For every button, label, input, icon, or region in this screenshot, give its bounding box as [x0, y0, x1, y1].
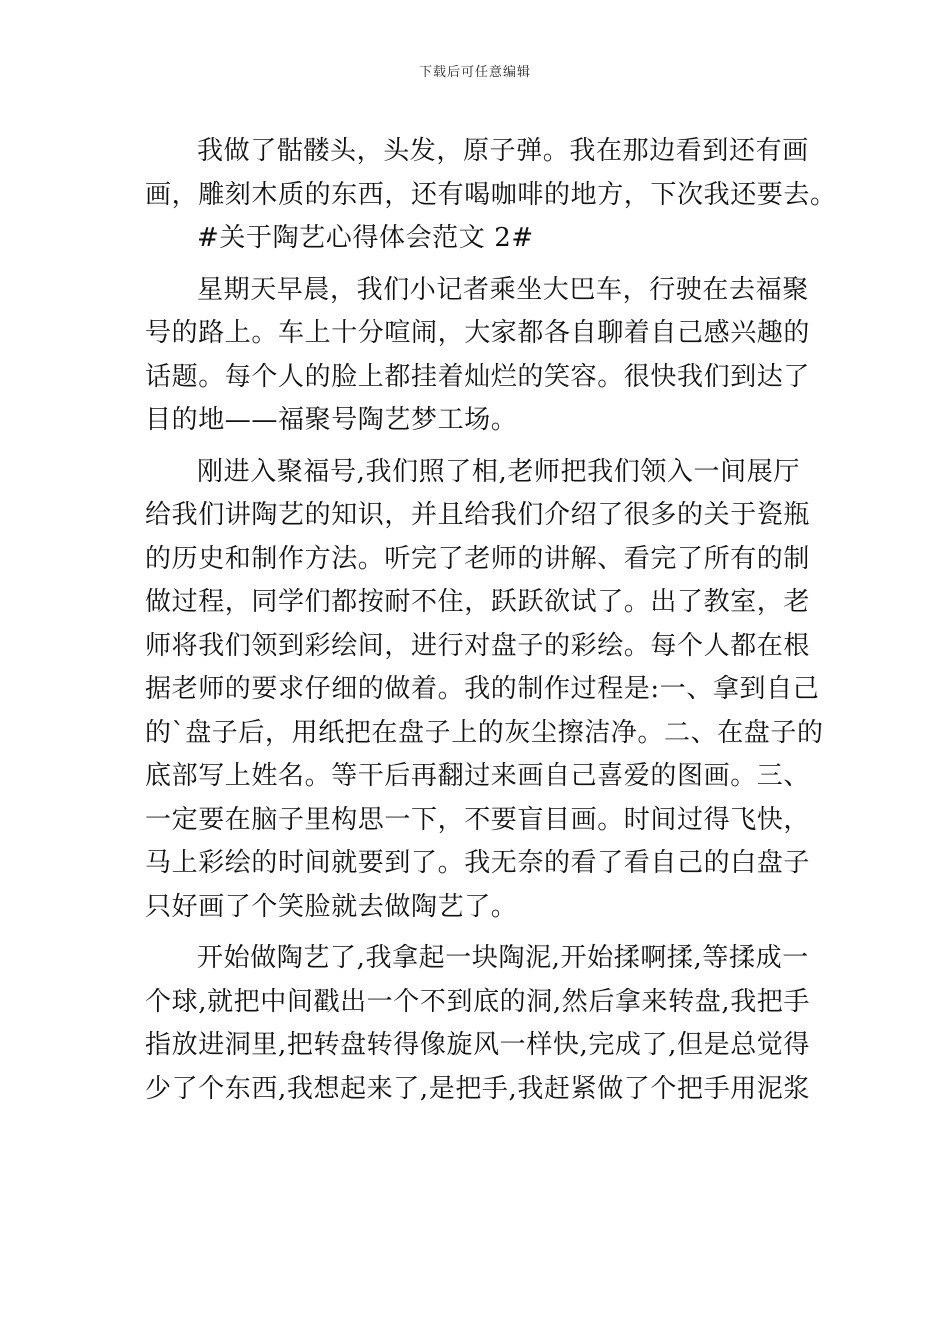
- text-line: 目的地——福聚号陶艺梦工场。: [145, 405, 518, 435]
- text-line: 画，雕刻木质的东西，还有喝咖啡的地方，下次我还要去。: [145, 179, 837, 210]
- text-line: 我做了骷髅头，头发，原子弹。我在那边看到还有画: [197, 136, 809, 166]
- text-line: 少了个东西,我想起来了,是把手,我赶紧做了个把手用泥浆: [145, 1073, 810, 1104]
- text-line: 号的路上。车上十分喧闹，大家都各自聊着自己感兴趣的: [145, 318, 811, 348]
- text-line: 星期天早晨，我们小记者乘坐大巴车，行驶在去福聚: [197, 274, 809, 305]
- text-line: 刚进入聚福号,我们照了相,老师把我们领入一间展厅: [197, 456, 800, 487]
- text-line: 开始做陶艺了,我拿起一块陶泥,开始揉啊揉,等揉成一: [197, 943, 809, 973]
- text-line: 底部写上姓名。等干后再翻过来画自己喜爱的图画。三、: [145, 761, 811, 791]
- text-line: 一定要在脑子里构思一下，不要盲目画。时间过得飞快，: [145, 804, 811, 835]
- paragraph-2: [145, 269, 811, 443]
- text-line: 做过程，同学们都按耐不住，跃跃欲试了。出了教室，老: [145, 587, 811, 617]
- paragraph-4: [145, 937, 810, 1111]
- text-line: 只好画了个笑脸就去做陶艺了。: [145, 891, 518, 922]
- text-line: 指放进洞里,把转盘转得像旋风一样快,完成了,但是总觉得: [145, 1030, 810, 1060]
- text-line: 马上彩绘的时间就要到了。我无奈的看了看自己的白盘子: [145, 848, 811, 878]
- text-line: 个球,就把中间戳出一个不到底的洞,然后拿来转盘,我把手: [145, 986, 810, 1017]
- text-line: 的`盘子后，用纸把在盘子上的灰尘擦洁净。二、在盘子的: [145, 717, 824, 748]
- text-line: 师将我们领到彩绘间，进行对盘子的彩绘。每个人都在根: [145, 630, 811, 661]
- section-heading: #关于陶艺心得体会范文 2#: [197, 223, 534, 253]
- page-header: 下载后可任意编辑: [418, 65, 531, 80]
- text-line: 的历史和制作方法。听完了老师的讲解、看完了所有的制: [145, 543, 811, 574]
- document-body: [145, 130, 837, 1111]
- text-line: 话题。每个人的脸上都挂着灿烂的笑容。很快我们到达了: [145, 361, 811, 392]
- text-line: 据老师的要求仔细的做着。我的制作过程是:一、拿到自己: [145, 674, 820, 704]
- paragraph-1: [145, 130, 837, 217]
- text-line: 给我们讲陶艺的知识，并且给我们介绍了很多的关于瓷瓶: [145, 500, 811, 530]
- paragraph-3: [145, 451, 824, 930]
